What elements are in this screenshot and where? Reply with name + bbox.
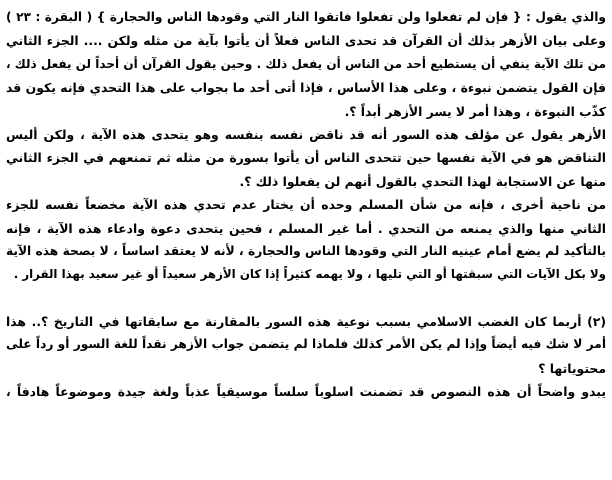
text-line: الأزهر يقول عن مؤلف هذه السور أنه قد ناقض نفسه بنفسه وهو يتحدى هذه الآية ، ولكن أليس <box>6 126 606 142</box>
text-line: الثاني منها والذي يمنعه من التحدي . أما غير المسلم ، فحين يتحدى دعوة وادعاء هذه الآية ، فإنه <box>6 220 606 236</box>
paragraph-quran-challenge <box>6 6 606 123</box>
paragraph-azhar-contradiction <box>6 123 606 193</box>
paragraph-style <box>6 380 606 403</box>
text-line: منها عن الاستجابة لهذا التحدي بالقول أنهم لن يفعلوا ذلك ؟. <box>239 173 606 189</box>
text-line: من تلك الآية ينفي أن يستطيع أحد من الناس أن يفعل ذلك . وحين يقول القرآن أن أحداً لن يفعل ذلك ، <box>6 56 606 71</box>
text-line: ولا بكل الآيات التي سبقتها أو التي تليها ، ولا يهمه كثيراً إذا كان الأزهر سعيداً أو غير سعيد بهذا القرار . <box>13 267 606 282</box>
text-line: التناقض هو في الآية نفسها حين تتحدى الناس أن يأتوا بسورة من مثله ثم تمنعهم في الجزء الثاني <box>6 150 606 166</box>
text-line: فإن القول يتضمن نبوءة ، وعلى هذا الأساس ، فإذا أتى أحد ما بجواب على هذا التحدي فإنه يكون قد <box>6 80 606 96</box>
text-line: محتوياتها ؟ <box>538 360 606 376</box>
text-line: والذي يقول : { فإن لم تفعلوا ولن تفعلوا فاتقوا النار التي وقودها الناس والحجارة } ( البقرة : ٢٣ ) <box>6 10 606 24</box>
text-line: أمر لا شك فيه أيضاً وإذا لم يكن الأمر كذلك فلماذا لم يتضمن جواب الأزهر نقداً للغة السور أو رداً على <box>6 337 606 352</box>
paragraph-point-2 <box>6 310 606 380</box>
text-line: (٢) أربما كان الغضب الاسلامي بسبب نوعية هذه السور بالمقارنة مع سابقاتها في التاريخ ؟.. هذا <box>6 314 606 330</box>
text-line: يبدو واضحاً أن هذه النصوص قد تضمنت اسلوباً سلساً موسيقياً عذباً ولغة جيدة وموضوعاً هادفاً ، <box>6 384 606 400</box>
text-line: كذّب النبوءة ، وهذا أمر لا يسر الأزهر أبداً ؟. <box>344 103 606 119</box>
text-line: بالتأكيد لم يضع أمام عينيه النار التي وقودها الناس والحجارة ، لأنه لا يعتقد اساساً ، لا بصحة هذه الآية <box>6 243 606 258</box>
text-line: من ناحية أخرى ، فإنه من شأن المسلم وحده أن يختار عدم تحدي هذه الآية مخضعاً نفسه للجزء <box>6 197 606 213</box>
paragraph-gap <box>6 287 606 310</box>
paragraph-other-side <box>6 193 606 287</box>
text-line: وعلى بيان الأزهر بذلك أن القرآن قد تحدى الناس فعلاً أن يأتوا بآية من مثله ولكن .... الجزء الثاني <box>6 33 606 49</box>
